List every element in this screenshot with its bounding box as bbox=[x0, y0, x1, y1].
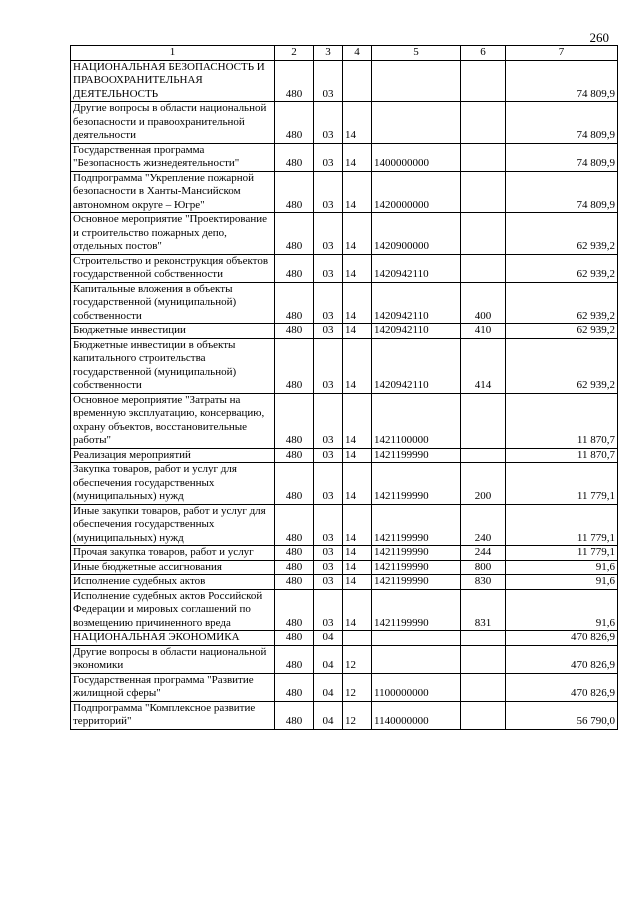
row-name: Подпрограмма "Комплексное развитие территорий" bbox=[71, 701, 275, 729]
row-subsection: 14 bbox=[343, 171, 372, 213]
row-amount: 62 939,2 bbox=[506, 254, 618, 282]
row-target-article: 1421199990 bbox=[372, 504, 461, 546]
row-ved: 480 bbox=[275, 645, 314, 673]
row-name: Государственная программа "Развитие жилищной сферы" bbox=[71, 673, 275, 701]
row-ved: 480 bbox=[275, 102, 314, 144]
row-name: Иные бюджетные ассигнования bbox=[71, 560, 275, 575]
row-section: 03 bbox=[314, 546, 343, 561]
row-name: Другие вопросы в области национальной безопасности и правоохранительной деятельности bbox=[71, 102, 275, 144]
row-section: 03 bbox=[314, 324, 343, 339]
table-row bbox=[71, 701, 618, 729]
table-row bbox=[71, 213, 618, 255]
row-target-article: 1420942110 bbox=[372, 254, 461, 282]
row-ved: 480 bbox=[275, 575, 314, 590]
row-target-article: 1400000000 bbox=[372, 143, 461, 171]
row-target-article: 1421199990 bbox=[372, 546, 461, 561]
row-target-article: 1100000000 bbox=[372, 673, 461, 701]
row-expense-type bbox=[461, 645, 506, 673]
table-row bbox=[71, 448, 618, 463]
row-target-article: 1420942110 bbox=[372, 282, 461, 324]
row-name: Основное мероприятие "Проектирование и строительство пожарных депо, отдельных постов" bbox=[71, 213, 275, 255]
row-amount: 62 939,2 bbox=[506, 324, 618, 339]
row-target-article bbox=[372, 60, 461, 102]
row-target-article: 1420942110 bbox=[372, 324, 461, 339]
row-subsection: 12 bbox=[343, 701, 372, 729]
row-amount: 470 826,9 bbox=[506, 631, 618, 646]
row-ved: 480 bbox=[275, 546, 314, 561]
row-target-article: 1421199990 bbox=[372, 575, 461, 590]
row-ved: 480 bbox=[275, 463, 314, 505]
table-row bbox=[71, 631, 618, 646]
row-target-article: 1421199990 bbox=[372, 589, 461, 631]
row-target-article: 1140000000 bbox=[372, 701, 461, 729]
row-section: 03 bbox=[314, 60, 343, 102]
row-expense-type: 240 bbox=[461, 504, 506, 546]
row-amount: 74 809,9 bbox=[506, 143, 618, 171]
row-section: 03 bbox=[314, 575, 343, 590]
row-name: Реализация мероприятий bbox=[71, 448, 275, 463]
row-subsection: 14 bbox=[343, 213, 372, 255]
row-section: 04 bbox=[314, 701, 343, 729]
row-amount: 91,6 bbox=[506, 575, 618, 590]
row-ved: 480 bbox=[275, 338, 314, 393]
row-subsection: 12 bbox=[343, 673, 372, 701]
row-amount: 11 870,7 bbox=[506, 448, 618, 463]
column-number-row bbox=[71, 46, 618, 61]
row-section: 03 bbox=[314, 448, 343, 463]
table-row bbox=[71, 324, 618, 339]
row-amount: 62 939,2 bbox=[506, 282, 618, 324]
row-subsection: 14 bbox=[343, 560, 372, 575]
row-target-article: 1420942110 bbox=[372, 338, 461, 393]
column-header: 7 bbox=[506, 46, 618, 61]
row-ved: 480 bbox=[275, 560, 314, 575]
row-name: Подпрограмма "Укрепление пожарной безопасности в Ханты-Мансийском автономном округе – Югре" bbox=[71, 171, 275, 213]
table-row bbox=[71, 546, 618, 561]
row-target-article bbox=[372, 645, 461, 673]
table-row bbox=[71, 282, 618, 324]
row-ved: 480 bbox=[275, 254, 314, 282]
row-expense-type: 244 bbox=[461, 546, 506, 561]
row-ved: 480 bbox=[275, 504, 314, 546]
row-section: 03 bbox=[314, 143, 343, 171]
row-name: НАЦИОНАЛЬНАЯ ЭКОНОМИКА bbox=[71, 631, 275, 646]
table-row bbox=[71, 560, 618, 575]
row-section: 03 bbox=[314, 504, 343, 546]
row-section: 04 bbox=[314, 645, 343, 673]
row-ved: 480 bbox=[275, 282, 314, 324]
row-amount: 56 790,0 bbox=[506, 701, 618, 729]
row-ved: 480 bbox=[275, 213, 314, 255]
table-row bbox=[71, 338, 618, 393]
table-row bbox=[71, 575, 618, 590]
row-ved: 480 bbox=[275, 324, 314, 339]
row-subsection: 14 bbox=[343, 589, 372, 631]
row-subsection: 14 bbox=[343, 324, 372, 339]
row-section: 03 bbox=[314, 338, 343, 393]
column-header: 6 bbox=[461, 46, 506, 61]
row-subsection: 14 bbox=[343, 504, 372, 546]
row-expense-type bbox=[461, 171, 506, 213]
row-ved: 480 bbox=[275, 448, 314, 463]
row-section: 03 bbox=[314, 282, 343, 324]
row-ved: 480 bbox=[275, 60, 314, 102]
row-name: Исполнение судебных актов bbox=[71, 575, 275, 590]
row-amount: 62 939,2 bbox=[506, 213, 618, 255]
row-amount: 91,6 bbox=[506, 589, 618, 631]
table-row bbox=[71, 504, 618, 546]
row-expense-type bbox=[461, 673, 506, 701]
row-name: Основное мероприятие "Затраты на временную эксплуатацию, консервацию, охрану объектов, восстановительные работы" bbox=[71, 393, 275, 448]
row-section: 04 bbox=[314, 631, 343, 646]
row-expense-type bbox=[461, 254, 506, 282]
row-section: 03 bbox=[314, 463, 343, 505]
row-expense-type: 200 bbox=[461, 463, 506, 505]
row-ved: 480 bbox=[275, 171, 314, 213]
row-expense-type bbox=[461, 60, 506, 102]
row-subsection: 14 bbox=[343, 338, 372, 393]
row-subsection: 14 bbox=[343, 575, 372, 590]
row-expense-type bbox=[461, 701, 506, 729]
row-amount: 74 809,9 bbox=[506, 60, 618, 102]
row-subsection: 12 bbox=[343, 645, 372, 673]
row-amount: 74 809,9 bbox=[506, 171, 618, 213]
row-amount: 91,6 bbox=[506, 560, 618, 575]
table-row bbox=[71, 589, 618, 631]
row-expense-type bbox=[461, 393, 506, 448]
row-name: Прочая закупка товаров, работ и услуг bbox=[71, 546, 275, 561]
table-row bbox=[71, 102, 618, 144]
column-header: 4 bbox=[343, 46, 372, 61]
row-amount: 11 779,1 bbox=[506, 504, 618, 546]
table-row bbox=[71, 254, 618, 282]
column-header: 2 bbox=[275, 46, 314, 61]
row-expense-type: 400 bbox=[461, 282, 506, 324]
row-expense-type bbox=[461, 631, 506, 646]
row-section: 03 bbox=[314, 213, 343, 255]
row-subsection: 14 bbox=[343, 282, 372, 324]
row-section: 04 bbox=[314, 673, 343, 701]
table-row bbox=[71, 645, 618, 673]
row-amount: 470 826,9 bbox=[506, 673, 618, 701]
row-ved: 480 bbox=[275, 631, 314, 646]
row-amount: 11 779,1 bbox=[506, 463, 618, 505]
budget-table bbox=[70, 45, 618, 730]
row-target-article: 1420000000 bbox=[372, 171, 461, 213]
row-subsection: 14 bbox=[343, 254, 372, 282]
row-subsection: 14 bbox=[343, 102, 372, 144]
row-amount: 62 939,2 bbox=[506, 338, 618, 393]
column-header: 5 bbox=[372, 46, 461, 61]
row-subsection: 14 bbox=[343, 448, 372, 463]
row-name: Бюджетные инвестиции в объекты капитального строительства государственной (муниципальной) собственности bbox=[71, 338, 275, 393]
row-expense-type: 800 bbox=[461, 560, 506, 575]
row-section: 03 bbox=[314, 393, 343, 448]
row-target-article: 1421199990 bbox=[372, 463, 461, 505]
row-target-article: 1421100000 bbox=[372, 393, 461, 448]
row-section: 03 bbox=[314, 171, 343, 213]
row-amount: 470 826,9 bbox=[506, 645, 618, 673]
row-subsection bbox=[343, 631, 372, 646]
row-name: Иные закупки товаров, работ и услуг для обеспечения государственных (муниципальных) нужд bbox=[71, 504, 275, 546]
row-ved: 480 bbox=[275, 589, 314, 631]
row-name: Исполнение судебных актов Российской Федерации и мировых соглашений по возмещению причиненного вреда bbox=[71, 589, 275, 631]
row-expense-type bbox=[461, 143, 506, 171]
row-name: Бюджетные инвестиции bbox=[71, 324, 275, 339]
row-target-article: 1421199990 bbox=[372, 560, 461, 575]
table-row bbox=[71, 171, 618, 213]
table-row bbox=[71, 60, 618, 102]
row-target-article: 1421199990 bbox=[372, 448, 461, 463]
row-name: НАЦИОНАЛЬНАЯ БЕЗОПАСНОСТЬ И ПРАВООХРАНИТЕЛЬНАЯ ДЕЯТЕЛЬНОСТЬ bbox=[71, 60, 275, 102]
row-expense-type: 830 bbox=[461, 575, 506, 590]
row-name: Государственная программа "Безопасность жизнедеятельности" bbox=[71, 143, 275, 171]
row-target-article: 1420900000 bbox=[372, 213, 461, 255]
column-header: 1 bbox=[71, 46, 275, 61]
row-expense-type: 831 bbox=[461, 589, 506, 631]
row-target-article bbox=[372, 631, 461, 646]
row-name: Другие вопросы в области национальной экономики bbox=[71, 645, 275, 673]
row-section: 03 bbox=[314, 560, 343, 575]
row-section: 03 bbox=[314, 102, 343, 144]
row-ved: 480 bbox=[275, 393, 314, 448]
row-expense-type: 414 bbox=[461, 338, 506, 393]
row-subsection: 14 bbox=[343, 393, 372, 448]
row-amount: 11 779,1 bbox=[506, 546, 618, 561]
table-row bbox=[71, 143, 618, 171]
row-subsection: 14 bbox=[343, 546, 372, 561]
row-subsection: 14 bbox=[343, 143, 372, 171]
row-name: Закупка товаров, работ и услуг для обеспечения государственных (муниципальных) нужд bbox=[71, 463, 275, 505]
row-ved: 480 bbox=[275, 701, 314, 729]
row-ved: 480 bbox=[275, 143, 314, 171]
row-target-article bbox=[372, 102, 461, 144]
row-section: 03 bbox=[314, 589, 343, 631]
page-number: 260 bbox=[589, 30, 609, 45]
table-row bbox=[71, 393, 618, 448]
table-row bbox=[71, 673, 618, 701]
row-name: Капитальные вложения в объекты государственной (муниципальной) собственности bbox=[71, 282, 275, 324]
column-header: 3 bbox=[314, 46, 343, 61]
row-subsection: 14 bbox=[343, 463, 372, 505]
row-amount: 11 870,7 bbox=[506, 393, 618, 448]
row-expense-type bbox=[461, 448, 506, 463]
row-subsection bbox=[343, 60, 372, 102]
row-expense-type bbox=[461, 213, 506, 255]
row-expense-type bbox=[461, 102, 506, 144]
row-section: 03 bbox=[314, 254, 343, 282]
row-amount: 74 809,9 bbox=[506, 102, 618, 144]
row-ved: 480 bbox=[275, 673, 314, 701]
row-expense-type: 410 bbox=[461, 324, 506, 339]
table-row bbox=[71, 463, 618, 505]
row-name: Строительство и реконструкция объектов государственной собственности bbox=[71, 254, 275, 282]
